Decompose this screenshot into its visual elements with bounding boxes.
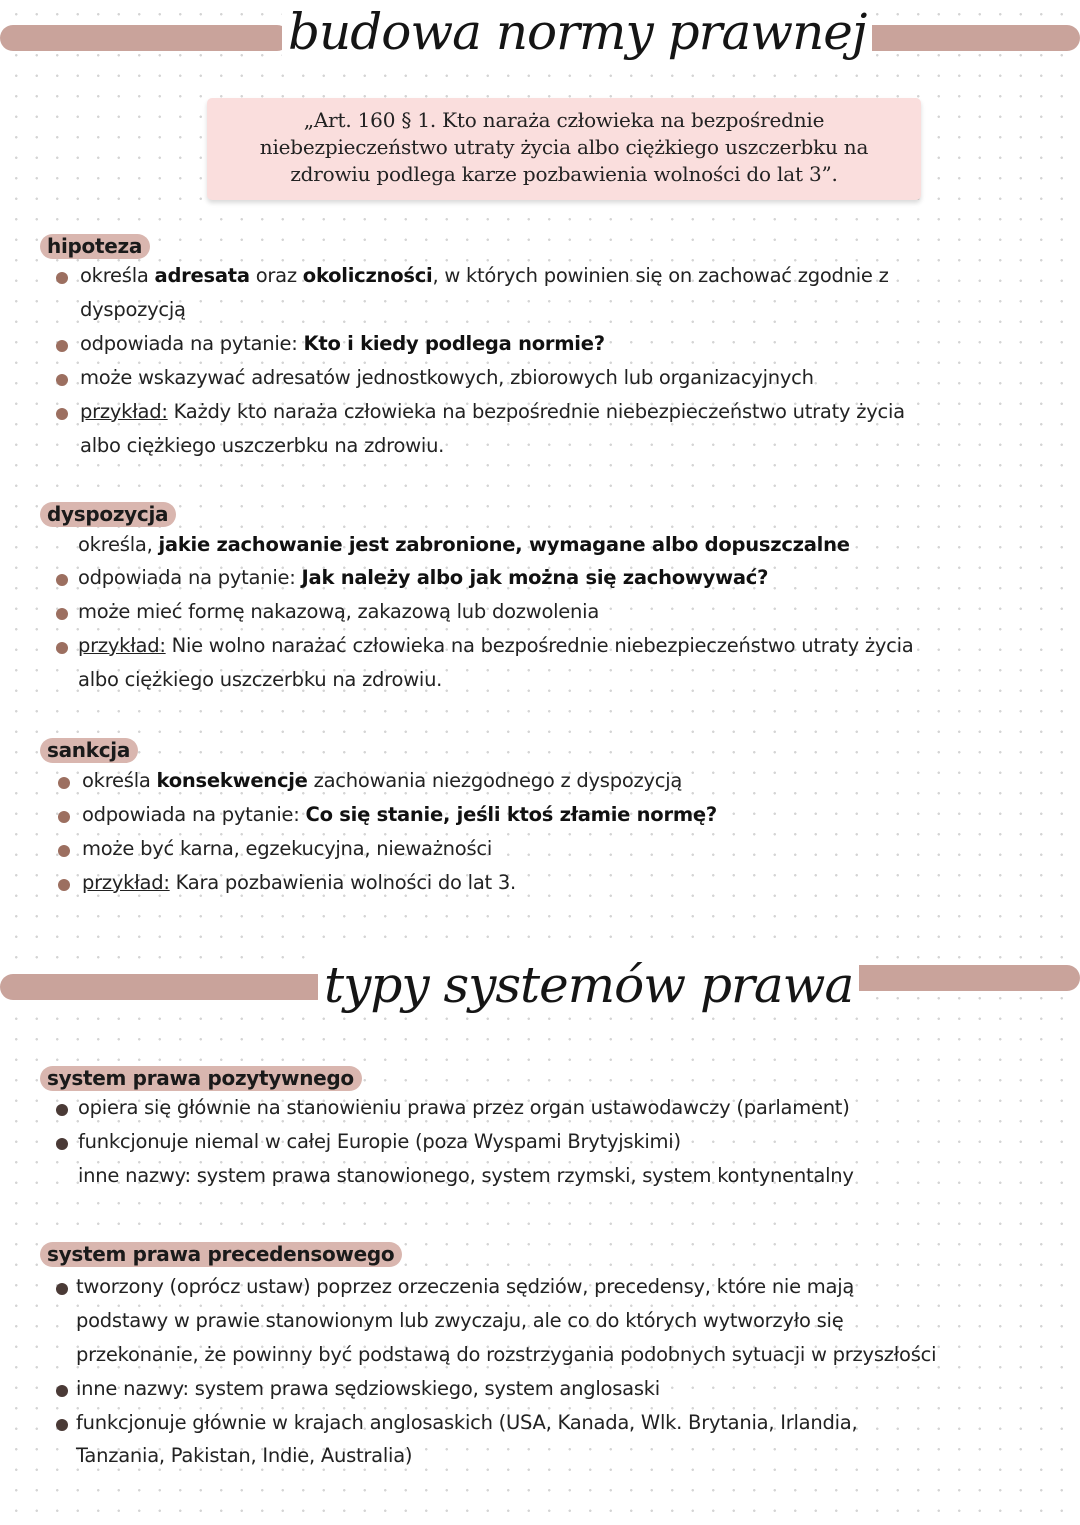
bullet-dot [58, 777, 70, 789]
dyspozycja-line-1: określa, jakie zachowanie jest zabronione, wymagane albo dopuszczalne [78, 533, 850, 556]
hipoteza-bullet-1-cont: dyspozycją [80, 298, 186, 321]
dyspozycja-bullet-2: odpowiada na pytanie: Jak należy albo jak można się zachowywać? [78, 566, 769, 589]
bullet-dot [56, 408, 68, 420]
precedensowy-bullet-1: tworzony (oprócz ustaw) poprzez orzeczenia sędziów, precedensy, które nie mają [76, 1275, 855, 1298]
pozytywny-bullet-1: opiera się głównie na stanowieniu prawa przez organ ustawodawczy (parlament) [78, 1096, 850, 1119]
section-title-typy: typy systemów prawa [318, 955, 859, 1015]
hipoteza-bullet-1: określa adresata oraz okoliczności, w których powinien się on zachować zgodnie z [80, 264, 889, 287]
bullet-dot [56, 374, 68, 386]
bullet-dot [56, 1419, 68, 1431]
precedensowy-bullet-1-cont-2: przekonanie, że powinny być podstawą do rozstrzygania podobnych sytuacji w przyszłości [76, 1343, 937, 1366]
hipoteza-bullet-3: może wskazywać adresatów jednostkowych, zbiorowych lub organizacyjnych [80, 366, 814, 389]
bullet-dot [56, 1104, 68, 1116]
label-system-precedensowy: system prawa precedensowego [40, 1242, 402, 1267]
sankcja-bullet-1: określa konsekwencje zachowania niezgodnego z dyspozycją [82, 769, 683, 792]
sankcja-bullet-4: przykład: Kara pozbawienia wolności do lat 3. [82, 871, 516, 894]
hipoteza-bullet-2: odpowiada na pytanie: Kto i kiedy podlega normie? [80, 332, 605, 355]
dyspozycja-bullet-4-cont: albo ciężkiego uszczerbku na zdrowiu. [78, 668, 443, 691]
pozytywny-line-3: inne nazwy: system prawa stanowionego, system rzymski, system kontynentalny [78, 1164, 854, 1187]
precedensowy-bullet-2: inne nazwy: system prawa sędziowskiego, system anglosaski [76, 1377, 660, 1400]
label-sankcja: sankcja [40, 738, 138, 763]
bullet-dot [56, 1283, 68, 1295]
bullet-dot [56, 608, 68, 620]
sankcja-bullet-3: może być karna, egzekucyjna, nieważności [82, 837, 493, 860]
bullet-dot [58, 811, 70, 823]
section-title-budowa: budowa normy prawnej [282, 2, 872, 62]
hipoteza-bullet-4-cont: albo ciężkiego uszczerbku na zdrowiu. [80, 434, 445, 457]
dyspozycja-bullet-3: może mieć formę nakazową, zakazową lub dozwolenia [78, 600, 600, 623]
dyspozycja-bullet-4: przykład: Nie wolno narażać człowieka na bezpośrednie niebezpieczeństwo utraty życia [78, 634, 914, 657]
label-hipoteza: hipoteza [40, 234, 150, 259]
quote-line-2: niebezpieczeństwo utraty życia albo ciężkiego uszczerbku na [259, 135, 869, 159]
hipoteza-bullet-4: przykład: Każdy kto naraża człowieka na bezpośrednie niebezpieczeństwo utraty życia [80, 400, 905, 423]
sankcja-bullet-2: odpowiada na pytanie: Co się stanie, jeśli ktoś złamie normę? [82, 803, 717, 826]
quote-line-3: zdrowiu podlega karze pozbawienia wolności do lat 3”. [290, 162, 838, 186]
precedensowy-bullet-1-cont-1: podstawy w prawie stanowionym lub zwyczaju, ale co do których wytworzyło się [76, 1309, 844, 1332]
bullet-dot [56, 340, 68, 352]
bullet-dot [56, 574, 68, 586]
bullet-dot [58, 879, 70, 891]
label-system-pozytywny: system prawa pozytywnego [40, 1066, 362, 1091]
bullet-dot [56, 272, 68, 284]
label-dyspozycja: dyspozycja [40, 502, 176, 527]
header-band-left-2 [0, 974, 330, 1000]
bullet-dot [56, 642, 68, 654]
precedensowy-bullet-3: funkcjonuje głównie w krajach anglosaskich (USA, Kanada, Wlk. Brytania, Irlandia, [76, 1411, 858, 1434]
precedensowy-bullet-3-cont: Tanzania, Pakistan, Indie, Australia) [76, 1444, 413, 1467]
quote-line-1: „Art. 160 § 1. Kto naraża człowieka na bezpośrednie [303, 108, 825, 132]
pozytywny-bullet-2: funkcjonuje niemal w całej Europie (poza Wyspami Brytyjskimi) [78, 1130, 681, 1153]
quote-box [207, 98, 921, 200]
bullet-dot [58, 845, 70, 857]
header-band-left [0, 25, 290, 51]
bullet-dot [56, 1385, 68, 1397]
bullet-dot [56, 1138, 68, 1150]
